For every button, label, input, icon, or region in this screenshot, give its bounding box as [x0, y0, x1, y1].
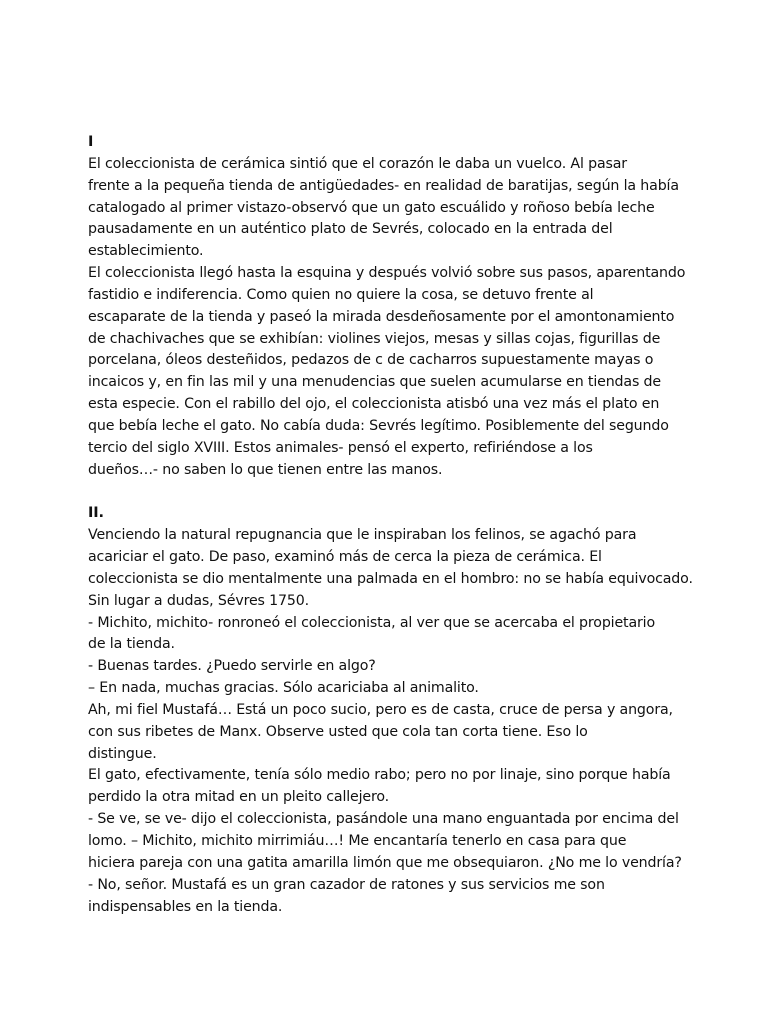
section-2-body [88, 525, 708, 918]
text-line: establecimiento. [88, 243, 204, 260]
text-line: – En nada, muchas gracias. Sólo acariciaba al animalito. [88, 680, 479, 697]
text-line: perdido la otra mitad en un pleito callejero. [88, 789, 390, 806]
text-line: lomo. – Michito, michito mirrimiáu…! Me encantaría tenerlo en casa para que [88, 833, 627, 849]
text-line: El gato, efectivamente, tenía sólo medio rabo; pero no por linaje, sino porque había [88, 767, 671, 784]
text-line: esta especie. Con el rabillo del ojo, el coleccionista atisbó una vez más el plato en [88, 396, 660, 413]
section-heading-1: I [88, 134, 94, 150]
text-line: de chachivaches que se exhibían: violines viejos, mesas y sillas cojas, figurillas de [88, 330, 661, 347]
text-line: Venciendo la natural repugnancia que le inspiraban los felinos, se agachó para [88, 527, 637, 544]
text-line: Ah, mi fiel Mustafá… Está un poco sucio, pero es de casta, cruce de persa y angora, [88, 701, 673, 718]
text-line: con sus ribetes de Manx. Observe usted que cola tan corta tiene. Eso lo [88, 723, 588, 740]
text-line: coleccionista se dio mentalmente una palmada en el hombro: no se había equivocado. [88, 570, 693, 587]
section-heading-2: II. [88, 505, 104, 522]
text-line: Sin lugar a dudas, Sévres 1750. [88, 592, 309, 609]
text-line: escaparate de la tienda y paseó la mirada desdeñosamente por el amontonamiento [88, 308, 675, 325]
document-page [88, 132, 708, 918]
text-line: distingue. [88, 745, 157, 762]
text-line: catalogado al primer vistazo-observó que un gato escuálido y roñoso bebía leche [88, 199, 655, 216]
section-spacer [88, 482, 708, 504]
text-line: tercio del siglo XVIII. Estos animales- pensó el experto, refiriéndose a los [88, 439, 593, 456]
text-line: El coleccionista llegó hasta la esquina y después volvió sobre sus pasos, aparentando [88, 265, 686, 282]
text-line: porcelana, óleos desteñidos, pedazos de c de cacharros supuestamente mayas o [88, 352, 654, 369]
section-1-body [88, 154, 708, 482]
text-line: El coleccionista de cerámica sintió que el corazón le daba un vuelco. Al pasar [88, 155, 627, 172]
text-line: pausadamente en un auténtico plato de Sevrés, colocado en la entrada del [88, 221, 613, 238]
text-line: - Buenas tardes. ¿Puedo servirle en algo? [88, 658, 376, 675]
text-line: dueños…- no saben lo que tienen entre las manos. [88, 461, 443, 478]
text-line: que bebía leche el gato. No cabía duda: Sevrés legítimo. Posiblemente del segundo [88, 417, 669, 434]
text-line: fastidio e indiferencia. Como quien no quiere la cosa, se detuvo frente al [88, 286, 594, 303]
text-line: hiciera pareja con una gatita amarilla limón que me obsequiaron. ¿No me lo vendría? [88, 854, 682, 871]
text-line: frente a la pequeña tienda de antigüedades- en realidad de baratijas, según la había [88, 177, 679, 194]
text-line: - No, señor. Mustafá es un gran cazador de ratones y sus servicios me son [88, 876, 605, 893]
text-line: indispensables en la tienda. [88, 898, 283, 915]
text-line: - Michito, michito- ronroneó el coleccionista, al ver que se acercaba el propietario [88, 614, 656, 631]
text-line: de la tienda. [88, 636, 175, 653]
text-line: - Se ve, se ve- dijo el coleccionista, pasándole una mano enguantada por encima del [88, 811, 679, 828]
text-line: acariciar el gato. De paso, examinó más de cerca la pieza de cerámica. El [88, 549, 602, 566]
text-line: incaicos y, en fin las mil y una menudencias que suelen acumularse en tiendas de [88, 374, 661, 391]
